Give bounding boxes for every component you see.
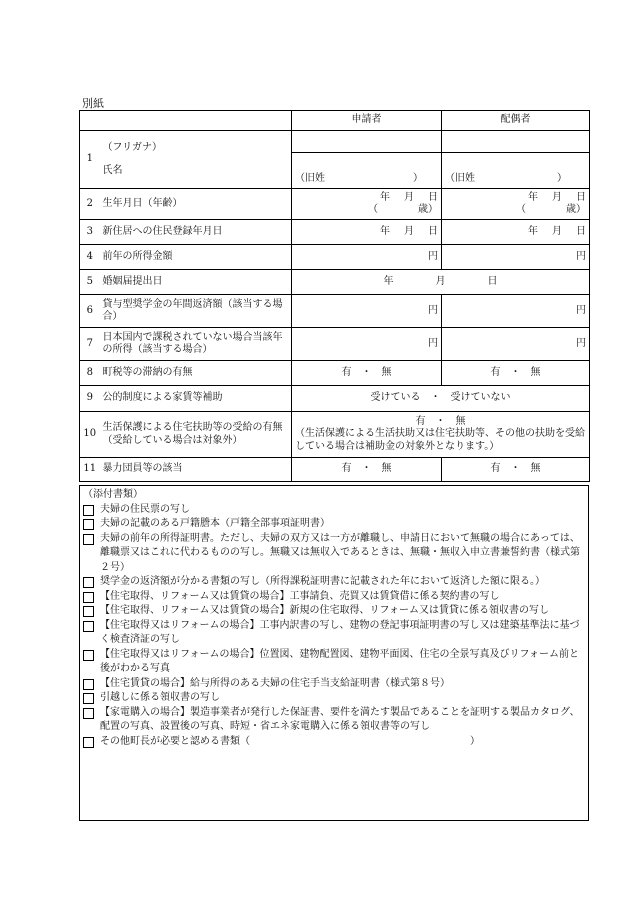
row-rent-subsidy [80,386,590,412]
year-unit: 年 [383,275,394,287]
row-num: 10 [80,412,100,458]
year-unit: 年 [380,191,390,203]
year-unit: 年 [380,225,390,237]
age-open: （ [368,204,378,215]
year-unit: 年 [528,191,538,203]
attachment-item[interactable]: 夫婦の住民票の写し [83,503,585,518]
header-blank [80,111,292,131]
attachment-item[interactable]: 引越しに係る領収書の写し [83,691,585,706]
old-name-close: ） [413,172,423,184]
spouse-registration-date-field[interactable] [442,220,590,245]
attachment-item[interactable]: 奨学金の返済額が分かる書類の写し（所得課税証明書に記載された年において返済した額に限る。） [83,575,585,590]
applicant-furigana-field[interactable] [292,131,442,153]
applicant-gang-member-choice[interactable]: 有 ・ 無 [292,458,442,482]
gang-member-label: 暴力団員等の該当 [100,458,292,482]
applicant-registration-date-field[interactable] [292,220,442,245]
attachment-item[interactable]: 夫婦の記載のある戸籍謄本（戸籍全部事項証明書） [83,517,585,532]
marriage-date-label: 婚姻届提出日 [100,270,292,295]
attachment-item[interactable]: 【家電購入の場合】製造事業者が発行した保証書、要件を満たす製品であることを証明する製品カタログ、配置の写真、設置後の写真、時短・省エネ家電購入に係る領収書等の写し [83,706,585,735]
tax-arrears-label: 町税等の滞納の有無 [100,361,292,386]
spouse-income-field[interactable]: 円 [442,245,590,270]
checkbox[interactable] [83,519,94,530]
row-birthdate [80,189,590,220]
spouse-untaxed-income-field[interactable]: 円 [442,328,590,361]
applicant-income-field[interactable]: 円 [292,245,442,270]
day-unit: 日 [428,191,438,203]
row-num: 8 [80,361,100,386]
row-num: 3 [80,220,100,245]
checkbox[interactable] [83,505,94,516]
row-num: 11 [80,458,100,482]
spouse-tax-arrears-choice[interactable]: 有 ・ 無 [442,361,590,386]
age-open: （ [516,204,526,215]
checkbox[interactable] [83,693,94,704]
attachment-item[interactable]: 【住宅取得又はリフォームの場合】位置図、建物配置図、建物平面図、住宅の全景写真及びリフォーム前と後がわかる写真 [83,648,585,677]
applicant-scholarship-field[interactable]: 円 [292,295,442,328]
income-label: 前年の所得金額 [100,245,292,270]
sheet-label: 別紙 [82,97,104,110]
old-name-open: （旧姓 [295,172,325,184]
day-unit: 日 [576,225,586,237]
checkbox[interactable] [83,737,94,748]
old-name-close: ） [557,172,567,184]
rent-subsidy-label: 公的制度による家賃等補助 [100,386,292,412]
applicant-tax-arrears-choice[interactable]: 有 ・ 無 [292,361,442,386]
day-unit: 日 [487,275,498,287]
checkbox[interactable] [83,621,94,632]
header-applicant: 申請者 [292,111,442,131]
scholarship-label: 貸与型奨学金の年間返済額（該当する場合） [100,295,292,328]
row-untaxed-income [80,328,590,361]
old-name-open: （旧姓 [445,172,475,184]
checkbox[interactable] [83,577,94,588]
year-unit: 年 [528,225,538,237]
row-income [80,245,590,270]
checkbox[interactable] [83,592,94,603]
row-num: 1 [80,131,100,189]
age-close: 歳） [418,204,438,215]
row-num: 4 [80,245,100,270]
welfare-label: 生活保護による住宅扶助等の受給の有無（受給している場合は対象外） [100,412,292,458]
registration-date-label: 新住居への住民登録年月日 [100,220,292,245]
checkbox[interactable] [83,534,94,545]
month-unit: 月 [404,225,414,237]
attachments-section [79,485,589,821]
row-tax-arrears [80,361,590,386]
rent-subsidy-choice[interactable]: 受けている ・ 受けていない [292,386,590,412]
month-unit: 月 [404,191,414,203]
applicant-birthdate-field[interactable] [292,189,442,220]
attachment-item[interactable]: 【住宅取得、リフォーム又は賃貸の場合】新規の住宅取得、リフォーム又は賃貸に係る領収書の写し [83,604,585,619]
row-gang-member [80,458,590,482]
header-row [80,111,590,131]
attachment-item[interactable]: 【住宅賃貸の場合】給与所得のある夫婦の住宅手当支給証明書（様式第８号） [83,677,585,692]
name-label-cell [100,131,292,189]
name-label: 氏名 [102,164,123,176]
spouse-gang-member-choice[interactable]: 有 ・ 無 [442,458,590,482]
row-num: 7 [80,328,100,361]
month-unit: 月 [552,225,562,237]
furigana-label: （フリガナ） [102,142,162,153]
row-scholarship [80,295,590,328]
row-registration-date [80,220,590,245]
attachment-item[interactable]: 夫婦の前年の所得証明書。ただし、夫婦の双方又は一方が離職し、申請日において無職の場合にあっては、離職票又はこれに代わるものの写し。無職又は無収入であるときは、無職・無収入申立書兼誓約書（様式第２号） [83,532,585,576]
spouse-scholarship-field[interactable]: 円 [442,295,590,328]
day-unit: 日 [576,191,586,203]
birthdate-label: 生年月日（年齢） [100,189,292,220]
untaxed-income-label: 日本国内で課税されていない場合当該年の所得（該当する場合） [100,328,292,361]
age-close: 歳） [566,204,586,215]
spouse-name-field[interactable] [442,153,590,189]
row-num: 5 [80,270,100,295]
row-welfare [80,412,590,458]
day-unit: 日 [428,225,438,237]
welfare-field [292,412,590,458]
row-num: 2 [80,189,100,220]
row-num: 9 [80,386,100,412]
checkbox[interactable] [83,606,94,617]
welfare-choice[interactable]: 有 ・ 無 [415,415,466,427]
row-num: 6 [80,295,100,328]
checkbox[interactable] [83,679,94,690]
month-unit: 月 [435,275,446,287]
checkbox[interactable] [83,650,94,661]
attachment-item[interactable]: その他町長が必要と認める書類（ ） [83,735,585,750]
attachment-item[interactable]: 【住宅取得又はリフォームの場合】工事内訳書の写し、建物の登記事項証明書の写し又は建築基準法に基づく検査済証の写し [83,619,585,648]
attachments-title: （添付書類） [83,489,143,500]
applicant-name-field[interactable] [292,153,442,189]
row-name-furigana [80,131,590,153]
checkbox[interactable] [83,708,94,719]
spouse-furigana-field[interactable] [442,131,590,153]
row-marriage-date [80,270,590,295]
month-unit: 月 [552,191,562,203]
welfare-note: （生活保護による生活扶助又は住宅扶助等、その他の扶助を受給している場合は補助金の対象外となります。） [295,428,585,452]
attachment-item[interactable]: 【住宅取得、リフォーム又は賃貸の場合】工事請負、売買又は賃貸借に係る契約書の写し [83,590,585,605]
application-form-table [79,110,590,482]
header-spouse: 配偶者 [442,111,590,131]
marriage-date-field[interactable] [292,270,590,295]
applicant-untaxed-income-field[interactable]: 円 [292,328,442,361]
spouse-birthdate-field[interactable] [442,189,590,220]
